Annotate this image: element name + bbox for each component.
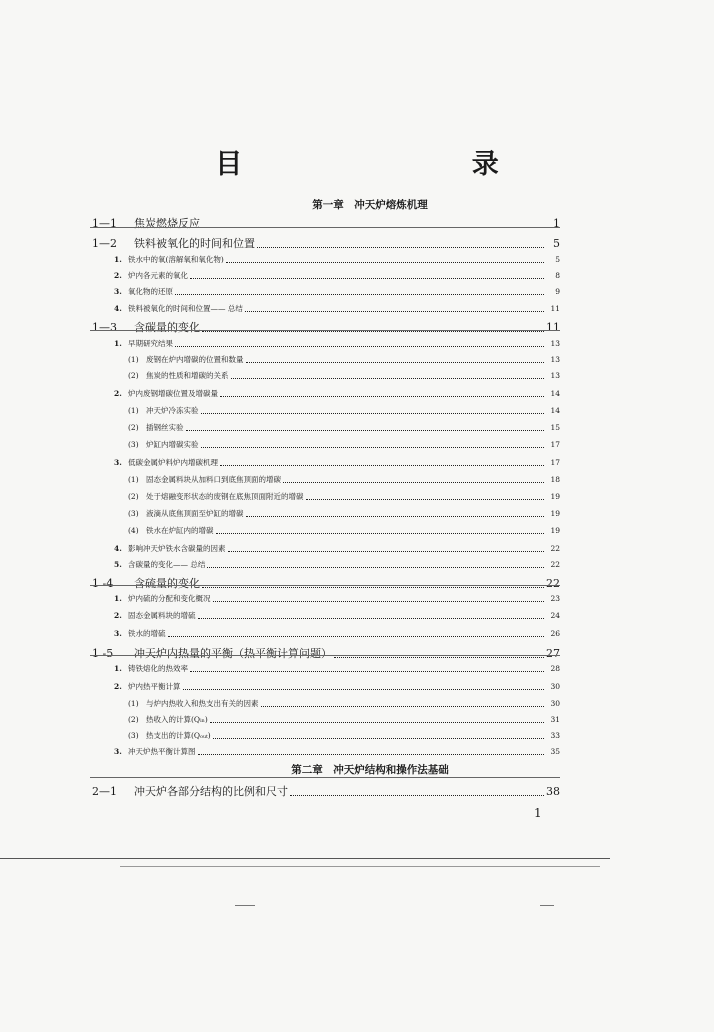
toc-entry-number: 2.	[114, 611, 122, 620]
leader-dots	[198, 615, 545, 619]
leader-dots	[175, 291, 544, 295]
toc-entry-title: 冲天炉热平衡计算图	[128, 747, 196, 756]
toc-entry-title: 冲天炉各部分结构的比例和尺寸	[134, 785, 288, 798]
toc-entry-page: 30	[550, 682, 560, 691]
toc-entry-number: 2—1	[92, 785, 117, 798]
toc-entry-page: 1	[553, 217, 560, 230]
toc-entry	[92, 525, 560, 537]
toc-entry-page: 31	[550, 715, 560, 724]
toc-entry-number: 1.	[114, 594, 122, 603]
toc-entry	[92, 254, 560, 266]
toc-entry-number: 1—3	[92, 321, 117, 334]
leader-dots	[186, 427, 545, 431]
leader-dots	[246, 513, 545, 517]
toc-entry-title: 低碳金属炉料炉内增碳机理	[128, 458, 218, 467]
toc-entry-number: 1.	[114, 255, 122, 264]
section-rule	[90, 777, 560, 778]
toc-entry-title: 固态金属料块的增硫	[128, 611, 196, 620]
toc-entry	[92, 714, 560, 726]
toc-entry-title: 铁水的增硫	[128, 629, 166, 638]
leader-dots	[216, 530, 545, 534]
toc-entry-number: 2.	[114, 271, 122, 280]
toc-entry-title: 炉内硫的分配和变化概况	[128, 594, 211, 603]
toc-entry-title: 冲天炉内热量的平衡（热平衡计算问题）	[134, 647, 332, 660]
toc-entry-number: (1)	[128, 699, 139, 708]
scan-artifact-line	[540, 905, 554, 906]
toc-entry	[92, 422, 560, 434]
toc-entry-number: 1—2	[92, 237, 117, 250]
toc-entry-title: 焦炭的性质和增碳的关系	[146, 371, 229, 380]
toc-entry	[92, 663, 560, 675]
toc-entry-page: 13	[550, 355, 560, 364]
leader-dots	[283, 479, 544, 483]
leader-dots	[213, 735, 544, 739]
toc-entry	[92, 439, 560, 451]
toc-entry-title: 热收入的计算(Qᵢₙ)	[146, 715, 208, 724]
toc-entry-number: (4)	[128, 526, 139, 535]
toc-entry-page: 5	[555, 255, 560, 264]
toc-entry-number: 1 -4	[92, 577, 114, 590]
leader-dots	[245, 308, 544, 312]
toc-entry-title: 含碳量的变化	[134, 321, 200, 334]
leader-dots	[183, 686, 545, 690]
leader-dots	[261, 703, 545, 707]
toc-entry-page: 24	[550, 611, 560, 620]
toc-entry-number: 1 -5	[92, 647, 114, 660]
toc-entry-number: 4.	[114, 544, 122, 553]
toc-entry-number: 3.	[114, 629, 122, 638]
toc-entry-title: 液滴从底焦顶面至炉缸的增碳	[146, 509, 244, 518]
toc-entry-number: (2)	[128, 371, 139, 380]
toc-entry-page: 17	[550, 458, 560, 467]
toc-entry	[92, 474, 560, 486]
toc-entry	[92, 543, 560, 555]
toc-entry-number: (2)	[128, 492, 139, 501]
toc-entry-title: 焦炭燃烧反应	[134, 217, 200, 230]
toc-entry-title: 铁料被氧化的时间和位置—— 总结	[128, 304, 243, 313]
leader-dots	[190, 668, 544, 672]
leader-dots	[201, 444, 545, 448]
toc-entry	[92, 575, 560, 591]
leader-dots	[257, 244, 544, 248]
toc-entry-title: 热支出的计算(Qₒᵤₜ)	[146, 731, 211, 740]
toc-entry-page: 35	[550, 747, 560, 756]
toc-entry-page: 18	[550, 475, 560, 484]
toc-entry-title: 与炉内热收入和热支出有关的因素	[146, 699, 259, 708]
toc-entry-number: 2.	[114, 389, 122, 398]
toc-entry-page: 27	[546, 647, 560, 660]
toc-entry	[92, 730, 560, 742]
toc-entry-page: 22	[550, 560, 560, 569]
scan-artifact-line	[120, 866, 600, 867]
leader-dots	[210, 719, 544, 723]
toc-entry	[92, 319, 560, 335]
toc-entry-number: 5.	[114, 560, 122, 569]
page-number: 1	[534, 806, 542, 820]
leader-dots	[201, 410, 545, 414]
section-rule	[90, 330, 560, 331]
toc-entry-page: 19	[550, 526, 560, 535]
section-rule	[90, 585, 560, 586]
section-rule	[90, 227, 560, 228]
toc-entry-number: 3.	[114, 747, 122, 756]
toc-entry	[92, 610, 560, 622]
toc-entry-page: 5	[553, 237, 560, 250]
toc-entry-page: 33	[550, 731, 560, 740]
toc-entry-number: (1)	[128, 406, 139, 415]
leader-dots	[198, 751, 545, 755]
toc-entry-number: (2)	[128, 423, 139, 432]
toc-entry-number: 1.	[114, 339, 122, 348]
leader-dots	[168, 633, 545, 637]
toc-entry-number: 3.	[114, 287, 122, 296]
toc-entry	[92, 286, 560, 298]
toc-entry-title: 铸铁熔化的热效率	[128, 664, 188, 673]
leader-dots	[207, 564, 544, 568]
toc-entry-page: 22	[546, 577, 560, 590]
toc-entry-page: 15	[550, 423, 560, 432]
toc-entry-number: 3.	[114, 458, 122, 467]
scan-artifact-line	[235, 905, 255, 906]
toc-entry-page: 8	[555, 271, 560, 280]
toc-entry-title: 炉内各元素的氧化	[128, 271, 188, 280]
toc-entry-page: 13	[550, 339, 560, 348]
toc-entry	[92, 628, 560, 640]
toc-entry-title: 含碳量的变化—— 总结	[128, 560, 206, 569]
toc-entry-page: 9	[555, 287, 560, 296]
toc-entry-title: 铁料被氧化的时间和位置	[134, 237, 255, 250]
toc-entry-number: (3)	[128, 731, 139, 740]
toc-entry	[92, 388, 560, 400]
toc-entry-number: 2.	[114, 682, 122, 691]
leader-dots	[220, 462, 544, 466]
toc-entry-title: 插钢丝实验	[146, 423, 184, 432]
toc-entry-number: (3)	[128, 440, 139, 449]
chapter-heading-2: 第二章 冲天炉结构和操作法基础	[291, 764, 449, 776]
leader-dots	[175, 343, 544, 347]
toc-entry	[92, 746, 560, 758]
toc-entry-number: 4.	[114, 304, 122, 313]
toc-entry-page: 38	[546, 785, 560, 798]
toc-entry-page: 22	[550, 544, 560, 553]
leader-dots	[290, 792, 544, 796]
toc-entry-page: 19	[550, 492, 560, 501]
toc-entry	[92, 235, 560, 251]
toc-entry-number: (2)	[128, 715, 139, 724]
leader-dots	[228, 548, 545, 552]
toc-entry-page: 11	[546, 321, 560, 334]
toc-entry-title: 冲天炉冷冻实验	[146, 406, 199, 415]
toc-entry	[92, 354, 560, 366]
toc-entry-page: 14	[550, 406, 560, 415]
page-title: 目 录	[215, 149, 609, 180]
leader-dots	[231, 375, 545, 379]
toc-entry-title: 炉缸内增碳实验	[146, 440, 199, 449]
toc-entry-page: 28	[550, 664, 560, 673]
toc-entry-title: 处于熔融变形状态的废钢在底焦顶面附近的增碳	[146, 492, 304, 501]
toc-entry	[92, 593, 560, 605]
toc-entry-page: 19	[550, 509, 560, 518]
toc-entry-title: 影响冲天炉铁水含碳量的因素	[128, 544, 226, 553]
toc-entry	[92, 270, 560, 282]
toc-entry	[92, 491, 560, 503]
leader-dots	[220, 393, 544, 397]
toc-entry	[92, 508, 560, 520]
toc-entry-number: 1.	[114, 664, 122, 673]
leader-dots	[190, 275, 544, 279]
toc-entry-page: 14	[550, 389, 560, 398]
toc-entry-page: 11	[550, 304, 560, 313]
toc-entry	[92, 681, 560, 693]
leader-dots	[226, 259, 544, 263]
scan-artifact-line	[0, 858, 610, 859]
toc-entry-title: 炉内热平衡计算	[128, 682, 181, 691]
toc-entry-title: 氧化物的还原	[128, 287, 173, 296]
toc-entry-page: 17	[550, 440, 560, 449]
toc-entry-title: 铁水中的氧(溶解氧和氧化物)	[128, 255, 224, 264]
toc-entry	[92, 370, 560, 382]
toc-entry-title: 废钢在炉内增碳的位置和数量	[146, 355, 244, 364]
toc-entry-number: (1)	[128, 475, 139, 484]
toc-entry	[92, 215, 560, 231]
leader-dots	[306, 496, 545, 500]
toc-entry	[92, 303, 560, 315]
leader-dots	[213, 598, 545, 602]
toc-entry-page: 30	[550, 699, 560, 708]
toc-entry-number: (3)	[128, 509, 139, 518]
toc-entry-title: 固态金属料块从加料口到底焦顶面的增碳	[146, 475, 281, 484]
toc-entry-title: 铁水在炉缸内的增碳	[146, 526, 214, 535]
toc-entry-page: 23	[550, 594, 560, 603]
toc-entry	[92, 559, 560, 571]
toc-entry	[92, 645, 560, 661]
toc-entry-number: (1)	[128, 355, 139, 364]
toc-entry-page: 26	[550, 629, 560, 638]
toc-entry-number: 1—1	[92, 217, 117, 230]
toc-entry	[92, 457, 560, 469]
toc-entry	[92, 783, 560, 799]
chapter-heading-1: 第一章 冲天炉熔炼机理	[312, 199, 428, 211]
toc-entry	[92, 338, 560, 350]
toc-entry-title: 早期研究结果	[128, 339, 173, 348]
toc-entry-page: 13	[550, 371, 560, 380]
toc-entry-title: 含硫量的变化	[134, 577, 200, 590]
toc-entry	[92, 698, 560, 710]
toc-entry-title: 炉内废钢增碳位置及增碳量	[128, 389, 218, 398]
leader-dots	[246, 359, 545, 363]
toc-entry	[92, 405, 560, 417]
section-rule	[90, 655, 560, 656]
